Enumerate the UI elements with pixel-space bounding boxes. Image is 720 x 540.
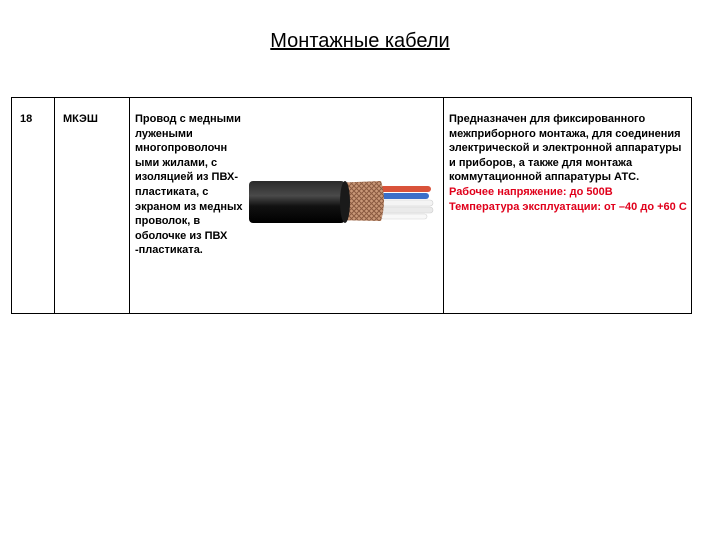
- page-title: Монтажные кабели: [270, 30, 450, 52]
- column-divider: [443, 98, 444, 313]
- cable-table: [11, 97, 692, 314]
- column-divider: [129, 98, 130, 313]
- operating-temperature: Температура эксплуатации: от –40 до +60 С: [449, 200, 687, 213]
- cable-purpose: [449, 112, 689, 214]
- cable-code: МКЭШ: [63, 113, 98, 125]
- row-number: 18: [20, 113, 33, 125]
- column-divider: [54, 98, 55, 313]
- purpose-text: Предназначен для фиксированного межприборного монтажа, для соединения электрической и электронной аппаратуры и приборов, а также для монтажа коммутационной аппаратуры АТС.: [449, 113, 682, 184]
- cable-description: Провод с медными лужеными многопроволочн ыми жилами, с изоляцией из ПВХ-пластиката, с экраном из медных проволок, в оболочке из ПВХ -пластиката.: [135, 113, 243, 257]
- cable-mkesh-image: [249, 176, 435, 233]
- working-voltage: Рабочее напряжение: до 500В: [449, 185, 613, 198]
